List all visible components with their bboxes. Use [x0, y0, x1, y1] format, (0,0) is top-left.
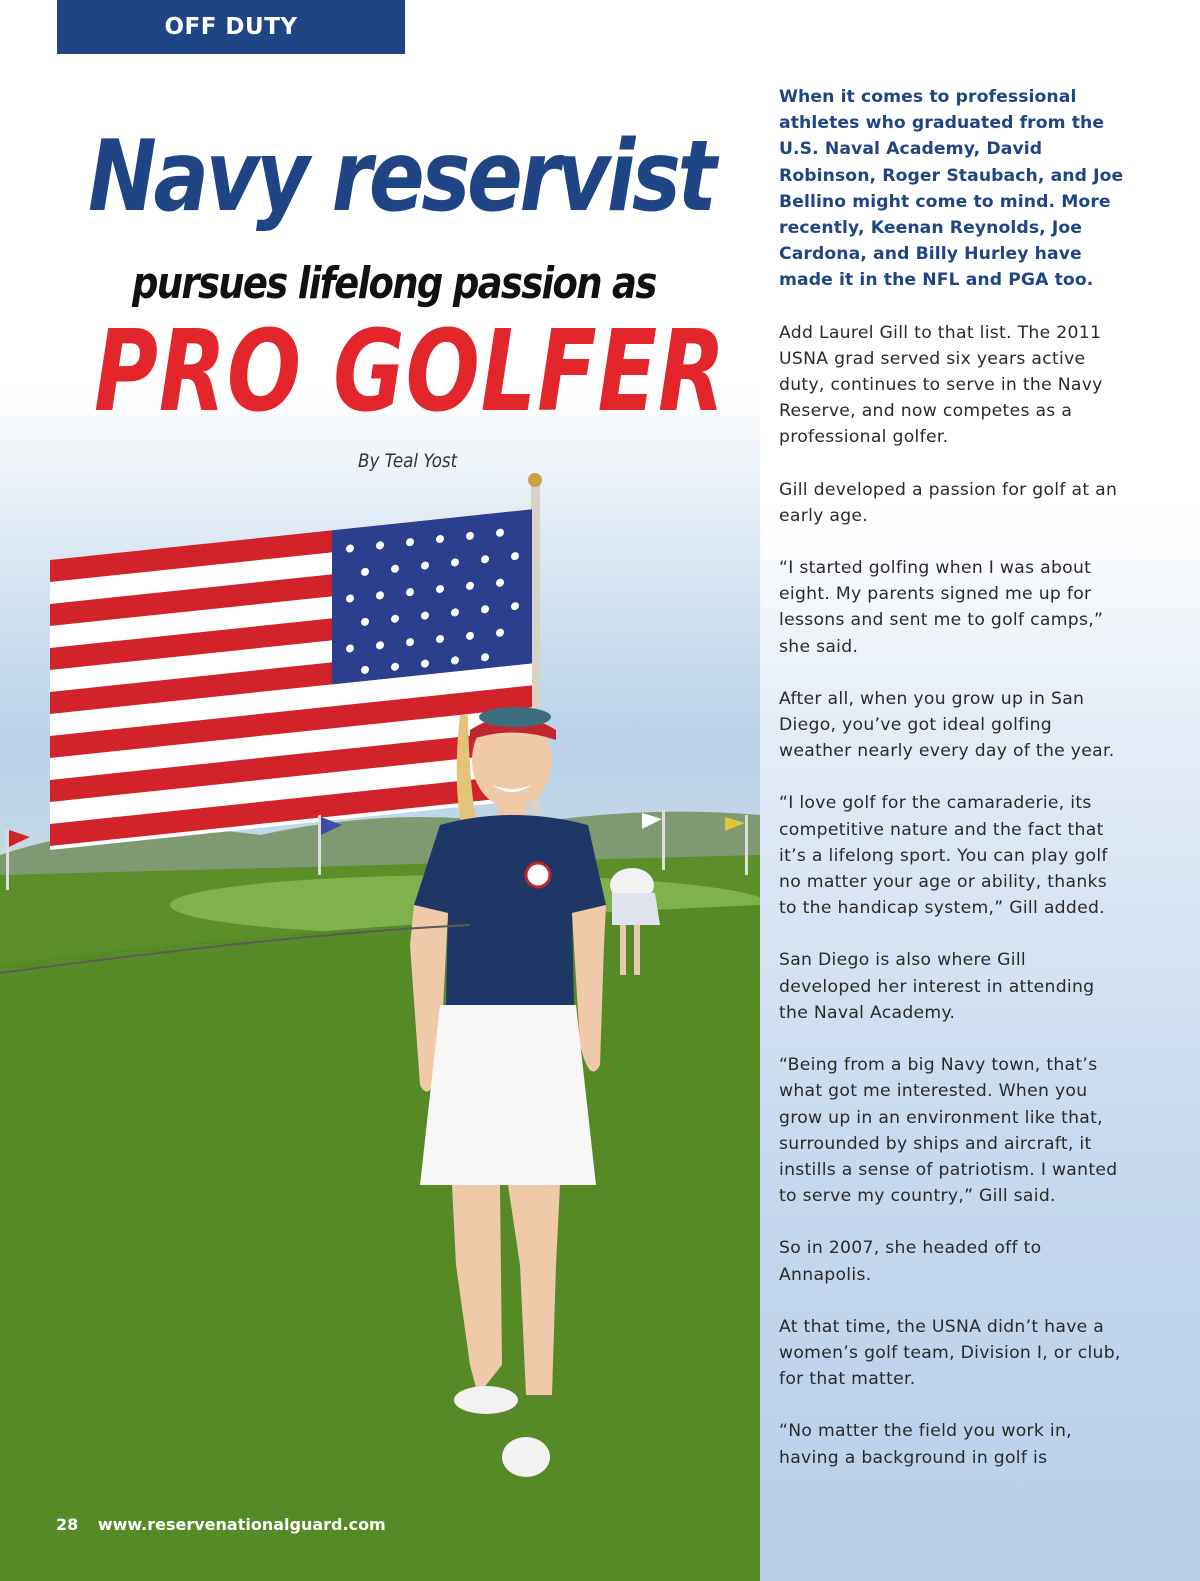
article-paragraph: After all, when you grow up in San Diego, you’ve got ideal golfing weather nearly every day of the year.	[779, 688, 1115, 762]
headline-line-3: PRO GOLFER	[94, 307, 727, 437]
article-paragraph: At that time, the USNA didn’t have a women’s golf team, Division I, or club, for that matter.	[779, 1316, 1121, 1390]
article-paragraph: “I love golf for the camaraderie, its competitive nature and the fact that it’s a lifelong sport. You can play golf no matter your age or ability, thanks to the handicap system,” Gill added.	[779, 793, 1108, 919]
section-label: OFF DUTY	[57, 0, 405, 54]
flag-pole-finial	[528, 473, 542, 487]
photo-illustration	[0, 385, 760, 1581]
website-link[interactable]: www.reservenationalguard.com	[97, 1515, 386, 1534]
headline-line-2: pursues lifelong passion as	[132, 258, 656, 309]
article-paragraph: Gill developed a passion for golf at an early age.	[779, 479, 1118, 526]
grass-foreground	[0, 905, 760, 1581]
article-paragraph: Add Laurel Gill to that list. The 2011 USNA grad served six years active duty, continues to serve in the Navy Reserve, and now competes as a professional golfer.	[779, 322, 1103, 448]
page-footer	[56, 1515, 386, 1534]
article-paragraph: “I started golfing when I was about eight. My parents signed me up for lessons and sent me to golf camps,” she said.	[779, 558, 1104, 657]
golfer-photo	[0, 385, 760, 1581]
article-lede: When it comes to professional athletes who graduated from the U.S. Naval Academy, David Robinson, Roger Staubach, and Joe Bellino might come to mind. More recently, Keenan Reynolds, Joe Cardona, and Billy Hurley have made it in the NFL and PGA too.	[779, 87, 1124, 291]
article-paragraph: San Diego is also where Gill developed her interest in attending the Naval Academy.	[779, 950, 1095, 1023]
article-paragraph: “No matter the field you work in, having a background in golf is	[779, 1421, 1072, 1468]
page-number: 28	[56, 1515, 79, 1534]
headline-line-1: Navy reservist	[88, 120, 714, 234]
article-paragraph: So in 2007, she headed off to Annapolis.	[779, 1238, 1042, 1285]
byline: By Teal Yost	[358, 450, 458, 472]
article-column	[779, 84, 1124, 1497]
article-paragraph: “Being from a big Navy town, that’s what got me interested. When you grow up in an environment like that, surrounded by ships and aircraft, it instills a sense of patriotism. I wanted to serve my country,” Gill said.	[779, 1055, 1118, 1207]
